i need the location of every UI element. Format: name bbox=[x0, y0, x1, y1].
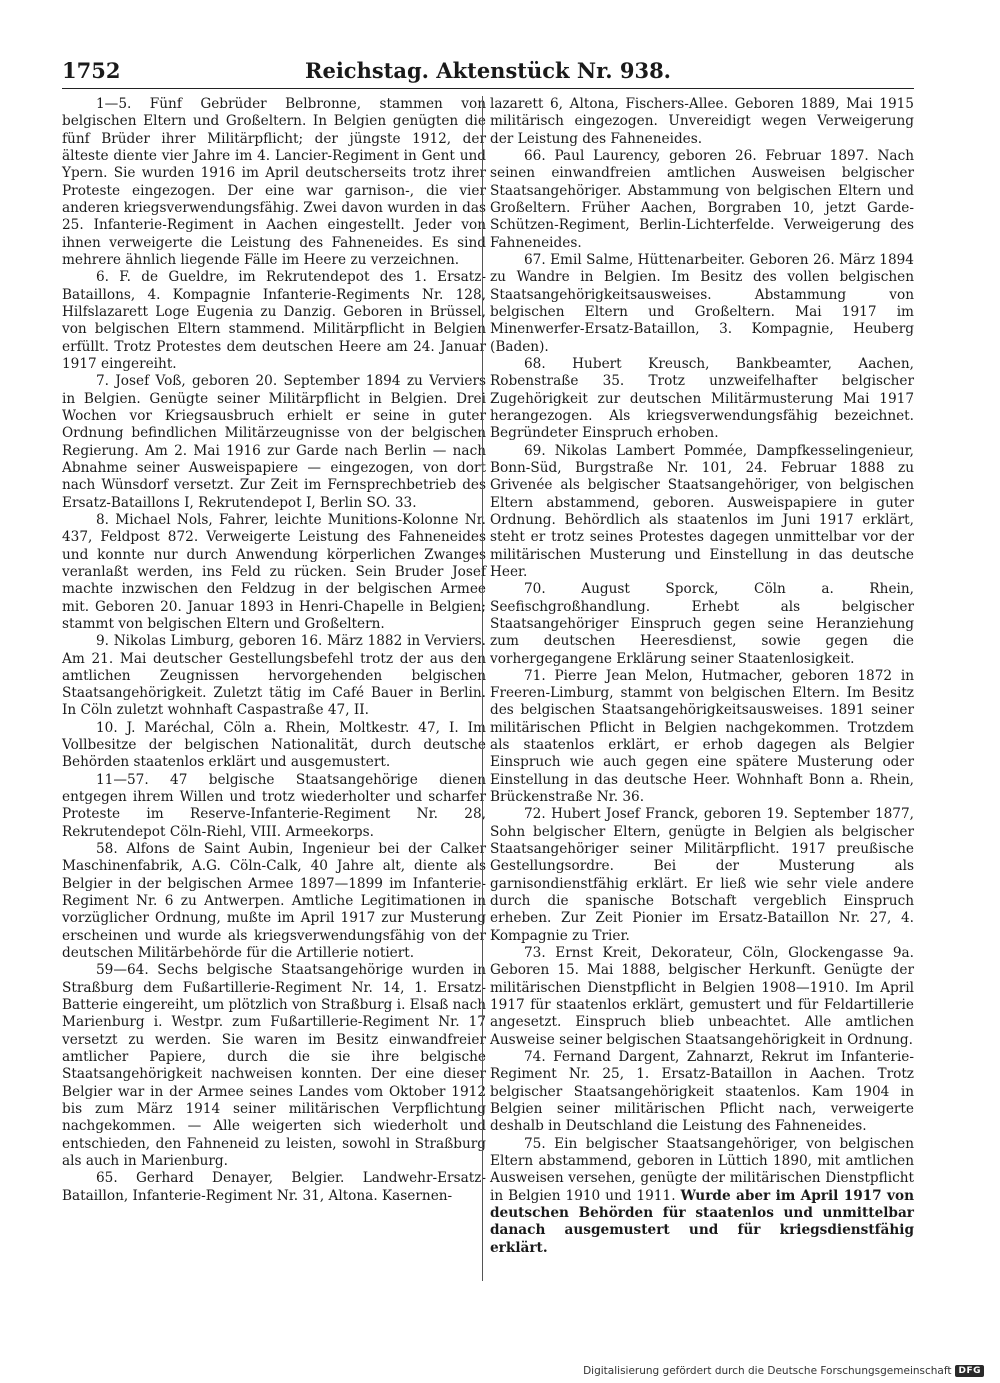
paragraph: 72. Hubert Josef Franck, geboren 19. September 1877, Sohn belgischer Eltern, genügte in Belgien als belgischer Staatsangehöriger seiner Militärpflicht. 1917 preußische Gestellungsordre. Bei der Musterung als garnisondienstfähig erklärt. Er ließ wie sehr viele andere durch die spanische Botschaft vergeblich Einspruch erheben. Zur Zeit Pionier im Ersatz-Bataillon Nr. 27, 4. Kompagnie zu Trier. bbox=[490, 806, 914, 944]
paragraph: 11—57. 47 belgische Staatsangehörige dienen entgegen ihrem Willen und trotz wiederholter und scharfer Proteste im Reserve-Infanterie-Regiment Nr. 28, Rekrutendepot Cöln-Riehl, VIII. Armeekorps. bbox=[62, 771, 486, 840]
paragraph: 1—5. Fünf Gebrüder Belbronne, stammen von belgischen Eltern und Großeltern. In Belgien genügten die fünf Brüder ihrer Militärpflicht; der jüngste 1912, der älteste diente vier Jahre im 4. Lancier-Regiment in Gent und Ypern. Sie wurden 1916 im April deutscherseits trotz ihrer Proteste eingezogen. Der eine war garnison-, die vier anderen kriegsverwendungsfähig. Zwei davon wurden in das 25. Infanterie-Regiment in Aachen eingestellt. Jeder von ihnen verweigerte die Leistung des Fahneneides. Es sind mehrere ähnlich liegende Fälle im Heere zu verzeichnen. bbox=[62, 96, 486, 268]
paragraph-75-text: 75. Ein belgischer Staatsangehöriger, von belgischen Eltern abstammend, geboren in Lüttich 1890, mit amtlichen Ausweisen versehen, genügte der militärischen Dienstpflicht in Belgien 1910 und 1911. bbox=[490, 1135, 914, 1204]
paragraph: 59—64. Sechs belgische Staatsangehörige wurden in Straßburg dem Fußartillerie-Regiment Nr. 14, 1. Ersatz-Batterie eingereiht, um plötzlich von Straßburg i. Elsaß nach Marienburg i. Westpr. zum Fußartillerie-Regiment Nr. 17 versetzt zu werden. Sie waren im Besitz einwandfreier amtlicher Papiere, durch die sie ihre belgische Staatsangehörigkeit nachweisen konnten. Der eine dieser Belgier war in der Armee seines Landes vom Oktober 1912 bis zum März 1914 seiner militärischen Verpflichtung nachgekommen. — Alle weigerten sich wiederholt und entschieden, den Fahneneid zu leisten, sowohl in Straßburg als auch in Marienburg. bbox=[62, 962, 486, 1170]
page-number: 1752 bbox=[62, 58, 121, 83]
paragraph: 71. Pierre Jean Melon, Hutmacher, geboren 1872 in Freeren-Limburg, stammt von belgischen Eltern. Im Besitz des belgischen Staatsangehörigkeitsausweises. 1891 seiner militärischen Pflicht in Belgien nachgekommen. Trotzdem als staatenlos erklärt, er erhob dagegen als Belgier Einspruch wie auch gegen eine spätere Musterung oder Einstellung in das deutsche Heer. Wohnhaft Bonn a. Rhein, Brückenstraße Nr. 36. bbox=[490, 667, 914, 806]
footer bbox=[583, 1363, 984, 1379]
paragraph: 73. Ernst Kreit, Dekorateur, Cöln, Glockengasse 9a. Geboren 15. Mai 1888, belgischer Herkunft. Genügte der militärischen Dienstpflicht in Belgien 1908—1910. Im April 1917 für staatenlos erklärt, gemustert und für Feldartillerie angesetzt. Einspruch blieb unbeachtet. Alle amtlichen Ausweise seiner belgischen Staatsangehörigkeit in Ordnung. bbox=[490, 945, 914, 1048]
column-divider bbox=[482, 96, 483, 1281]
paragraph: 65. Gerhard Denayer, Belgier. Landwehr-Ersatz-Bataillon, Infanterie-Regiment Nr. 31, Altona. Kasernen- bbox=[62, 1170, 486, 1204]
paragraph: 69. Nikolas Lambert Pommée, Dampfkesselingenieur, Bonn-Süd, Burgstraße Nr. 101, 24. Februar 1888 zu Grivenée als belgischer Staatsangehöriger, von belgischen Eltern abstammend, geboren. Ausweispapiere in guter Ordnung. Behördlich als staatenlos im Juni 1917 erklärt, steht er trotz seines Protestes dagegen unmittelbar vor der militärischen Musterung und Einstellung in das deutsche Heer. bbox=[490, 442, 914, 580]
paragraph: 7. Josef Voß, geboren 20. September 1894 zu Verviers in Belgien. Genügte seiner Militärpflicht in Belgien. Drei Wochen vor Kriegsausbruch erhielt er seine in guter Ordnung befindlichen Militärzeugnisse von der belgischen Regierung. Am 2. Mai 1916 zur Garde nach Berlin — nach Abnahme seiner Ausweispapiere — eingezogen, von dort nach Wünsdorf versetzt. Zur Zeit im Fernsprechbetrieb des Ersatz-Bataillons I, Rekrutendepot I, Berlin SO. 33. bbox=[62, 373, 486, 511]
paragraph: 74. Fernand Dargent, Zahnarzt, Rekrut im Infanterie-Regiment Nr. 25, 1. Ersatz-Bataillon in Aachen. Trotz belgischer Staatsangehörigkeit staatenlos. Kam 1904 in Belgien seiner militärischen Pflicht nach, verweigerte deshalb in Deutschland die Leistung des Fahneneides. bbox=[490, 1049, 914, 1135]
paragraph: 66. Paul Laurency, geboren 26. Februar 1897. Nach seinen einwandfreien amtlichen Ausweisen belgischer Staatsangehöriger. Abstammung von belgischen Eltern und Großeltern. Früher Aachen, Borgraben 10, jetzt Garde-Schützen-Regiment, Berlin-Lichterfelde. Verweigerung des Fahneneides. bbox=[490, 147, 914, 251]
left-column bbox=[62, 96, 486, 1205]
header-rule bbox=[62, 88, 914, 89]
paragraph: 68. Hubert Kreusch, Bankbeamter, Aachen, Robenstraße 35. Trotz unzweifelhafter belgischer Zugehörigkeit zur deutschen Militärmusterung Mai 1917 herangezogen. Als kriegsverwendungsfähig bezeichnet. Begründeter Einspruch erhoben. bbox=[490, 355, 914, 442]
paragraph: 70. August Sporck, Cöln a. Rhein, Seefischgroßhandlung. Erhebt als belgischer Staatsangehöriger Einspruch gegen seine Heranziehung zum deutschen Heeresdienst, sowie gegen die vorhergegangene Erklärung seiner Staatenlosigkeit. bbox=[490, 581, 914, 667]
right-column bbox=[490, 96, 914, 1257]
running-title: Reichstag. Aktenstück Nr. 938. bbox=[305, 58, 671, 83]
paragraph: 9. Nikolas Limburg, geboren 16. März 1882 in Verviers. Am 21. Mai deutscher Gestellungsbefehl trotz der aus den amtlichen Zeugnissen hervorgehenden belgischen Staatsangehörigkeit. Zuletzt tätig im Café Bauer in Berlin. In Cöln zuletzt wohnhaft Caspastraße 47, II. bbox=[62, 633, 486, 719]
paragraph: 58. Alfons de Saint Aubin, Ingenieur bei der Calker Maschinenfabrik, A.G. Cöln-Calk, 40 Jahre alt, diente als Belgier in der belgischen Armee 1897—1899 im Infanterie-Regiment Nr. 6 zu Antwerpen. Amtliche Legitimationen in vorzüglicher Ordnung, mußte im April 1917 zur Musterung erscheinen und wurde als kriegsverwendungsfähig von der deutschen Militärbehörde für die Artillerie notiert. bbox=[62, 841, 486, 962]
paragraph-last bbox=[490, 1136, 914, 1257]
bold-tail: Wurde aber im April 1917 von deutschen Behörden für staatenlos und unmittelbar danach ausgemustert und für kriegsdienstfähig erklärt. bbox=[490, 1187, 914, 1256]
footer-text: Digitalisierung gefördert durch die Deutsche Forschungsgemeinschaft bbox=[583, 1365, 952, 1377]
paragraph: 6. F. de Gueldre, im Rekrutendepot des 1. Ersatz-Bataillons, 4. Kompagnie Infanterie-Regiments Nr. 128, Hilfslazarett Loge Eugenia zu Danzig. Geboren in Brüssel, von belgischen Eltern stammend. Militärpflicht in Belgien erfüllt. Trotz Protestes dem deutschen Heere am 24. Januar 1917 eingereiht. bbox=[62, 269, 486, 372]
dfg-logo-icon: DFG bbox=[955, 1365, 984, 1377]
paragraph: 10. J. Maréchal, Cöln a. Rhein, Moltkestr. 47, I. Im Vollbesitze der belgischen Nationalität, durch deutsche Behörden staatenlos erklärt und ausgemustert. bbox=[62, 719, 486, 771]
paragraph: 8. Michael Nols, Fahrer, leichte Munitions-Kolonne Nr. 437, Feldpost 872. Verweigerte Leistung des Fahneneides und konnte nur durch Anwendung körperlichen Zwanges veranlaßt werden, ins Feld zu rücken. Sein Bruder Josef machte inzwischen den Feldzug in der belgischen Armee mit. Geboren 20. Januar 1893 in Henri-Chapelle in Belgien; stammt von belgischen Eltern und Großeltern. bbox=[62, 511, 486, 632]
page-header bbox=[62, 58, 914, 84]
paragraph: 67. Emil Salme, Hüttenarbeiter. Geboren 26. März 1894 zu Wandre in Belgien. Im Besitz des vollen belgischen Staatsangehörigkeitsausweises. Abstammung von belgischen Eltern und Großeltern. Mai 1917 im Minenwerfer-Ersatz-Bataillon, 3. Kompagnie, Heuberg (Baden). bbox=[490, 251, 914, 355]
paragraph-continuation: lazarett 6, Altona, Fischers-Allee. Geboren 1889, Mai 1915 militärisch eingezogen. Unvereidigt wegen Verweigerung der Leistung des Fahneneides. bbox=[490, 96, 914, 147]
